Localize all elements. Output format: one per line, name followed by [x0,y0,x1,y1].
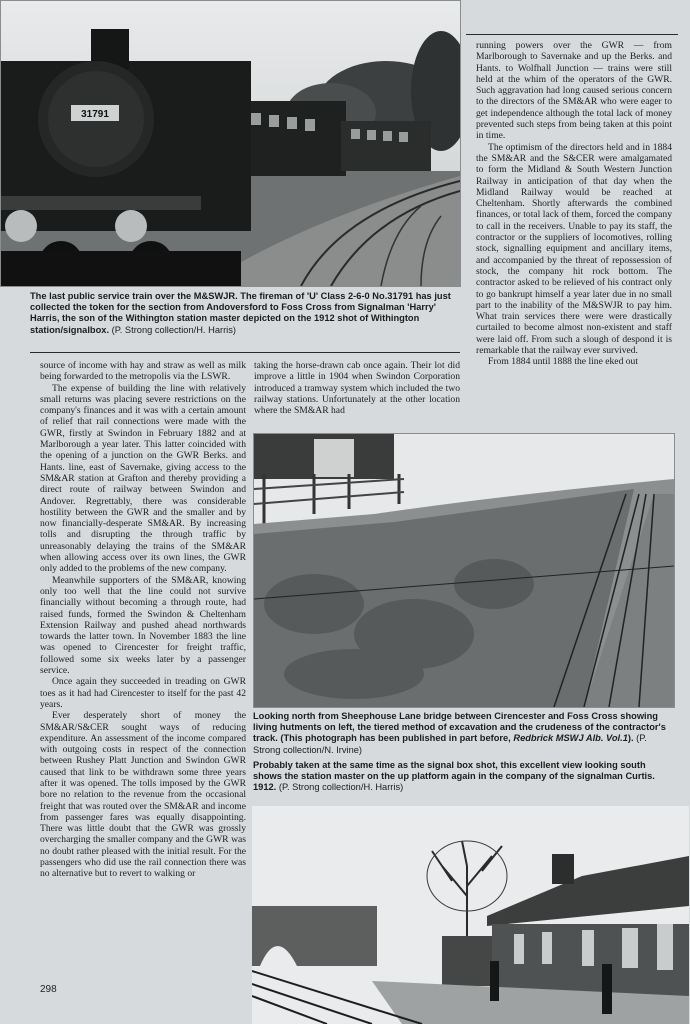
caption-locomotive-credit: (P. Strong collection/H. Harris) [111,324,236,335]
paragraph: Ever desperately short of money the SM&AR/S&CER sought ways of reducing expenditure. An assessment of the income compared with outgoing costs in respect of the connection between Rushey Platt Junction and Swindon GWR caused that link to be withdrawn some three years after it was opened. The tolls imposed by the GWR bore no relation to the revenue from the occasional freight that was routed over the SM&AR and income from passenger fares was equally disappointing. There was little doubt that the GWR was grossly overcharging the smaller company and the GWR was no doubt rather pleased with the initial result. For the passengers who did use the rail connection there was no alternative but to revert to walking or [40,710,246,880]
column-left [40,360,246,880]
paragraph: running powers over the GWR — from Marlborough to Savernake and up the Berks. and Hants. to Wolfhall Junction — trains were still held at the whim of the operators of the GWR. Such aggravation had long caused serious concern to the directors of the SM&AR who were eager to get independence although the total lack of money prevented such steps from being taken at this point in time. [476,40,672,142]
paragraph: The expense of building the line with relatively small returns was placing severe restrictions on the company's finances and it was with a certain amount of relief that rail connections were made with the GWR, firstly at Swindon in February 1882 and at Marlborough a year later. This latter coincided with the opening of a junction on the GWR Berks. and Hants. line, east of Savernake, giving access to the SM&AR station at Grafton and thereby providing a direct route of railway between Swindon and Andover. Regrettably, there was considerable hostility between the GWR and the smaller and by now financially-desperate SM&AR. By increasing tolls and disrupting the through traffic by unreasonably delaying the trains of the SM&AR when allowing access over its own lines, the GWR only added to the problems of the new company. [40,382,246,575]
caption-locomotive-text: The last public service train over the M&SWJR. The fireman of 'U' Class 2-6-0 No.31791 has just collected the token for the section from Andoversford to Foss Cross from Signalman 'Harry' Harris, the son of the Withington station master depicted on the 1912 shot of Withington station/signalbox. [30,291,451,335]
caption-station [253,760,673,794]
locomotive-photo-graphic [1,1,460,286]
paragraph: Meanwhile supporters of the SM&AR, knowing only too well that the line could not survive financially without becoming a through route, had raised funds, formed the Swindon & Cheltenham Extension Railway and pushed ahead northwards towards the latter town. In November 1883 the line was opened to Cirencester for freight traffic, followed some six weeks later by a passenger service. [40,574,246,677]
paragraph: From 1884 until 1888 the line eked out [488,356,639,368]
caption-cutting-credit: (P. Strong collection/N. Irvine) [253,733,647,755]
right-column-top-rule [466,34,678,35]
caption-rule [30,352,460,353]
caption-cutting-italic: Redbrick MSWJ Alb. Vol.1 [513,733,628,744]
cutting-photo-graphic [254,434,674,707]
page-number: 298 [40,984,57,995]
column-middle-top [254,360,460,416]
station-photo-graphic [252,806,689,1024]
paragraph: source of income with hay and straw as well as milk being forwarded to the metropolis via the LSWR. [40,360,246,383]
paragraph: The optimism of the directors held and in 1884 the SM&AR and the S&CER were amalgamated to form the Midland & South Western Junction Railway in anticipation of that day when the Midland Railway would be reached at Cheltenham. Shortly afterwards the combined finances, or total lack of them, forced the company to call in the receivers. Unable to pay its staff, the contractor or the suppliers of locomotives, rolling stock, signalling equipment and ancillary items, and accompanied by the threat of repossession of stock, the company hit rock bottom. The contractor asked to be relieved of his contract only to go bankrupt himself a year later due in no small part to the inability of the M&SWJR to pay him. What train services there were were drastically curtailed to become almost non-existent and staff were laid off. From such a slough of despond it is remarkable that the railway ever survived. [476,141,672,357]
caption-station-credit: (P. Strong collection/H. Harris) [278,782,404,793]
caption-locomotive [30,291,460,336]
loco-number-plate-text: 31791 [81,109,109,120]
locomotive-photo [0,0,461,287]
caption-cutting-text: Looking north from Sheephouse Lane bridge between Cirencester and Foss Cross showing living hutments on left, the tiered method of excavation and the crudeness of the contractor's track. (This photograph has been published in part before, [253,711,666,744]
caption-cutting-text-end: ). [627,733,634,744]
paragraph: taking the horse-drawn cab once again. Their lot did improve a little in 1904 when Swindon Corporation introduced a tramway system which included the two railway stations. Unfortunately at the other location where the SM&AR had [254,360,460,417]
caption-cutting [253,711,673,756]
cutting-photo [253,433,675,708]
caption-station-text: Probably taken at the same time as the signal box shot, this excellent view looking south shows the station master on the up platform again in the company of the signalman Curtis. 1912. [253,760,655,793]
paragraph: Once again they succeeded in treading on GWR toes as it had had Cirencester to itself for the past 42 years. [40,676,246,710]
column-right-top [476,40,672,368]
station-photo [252,806,689,1024]
